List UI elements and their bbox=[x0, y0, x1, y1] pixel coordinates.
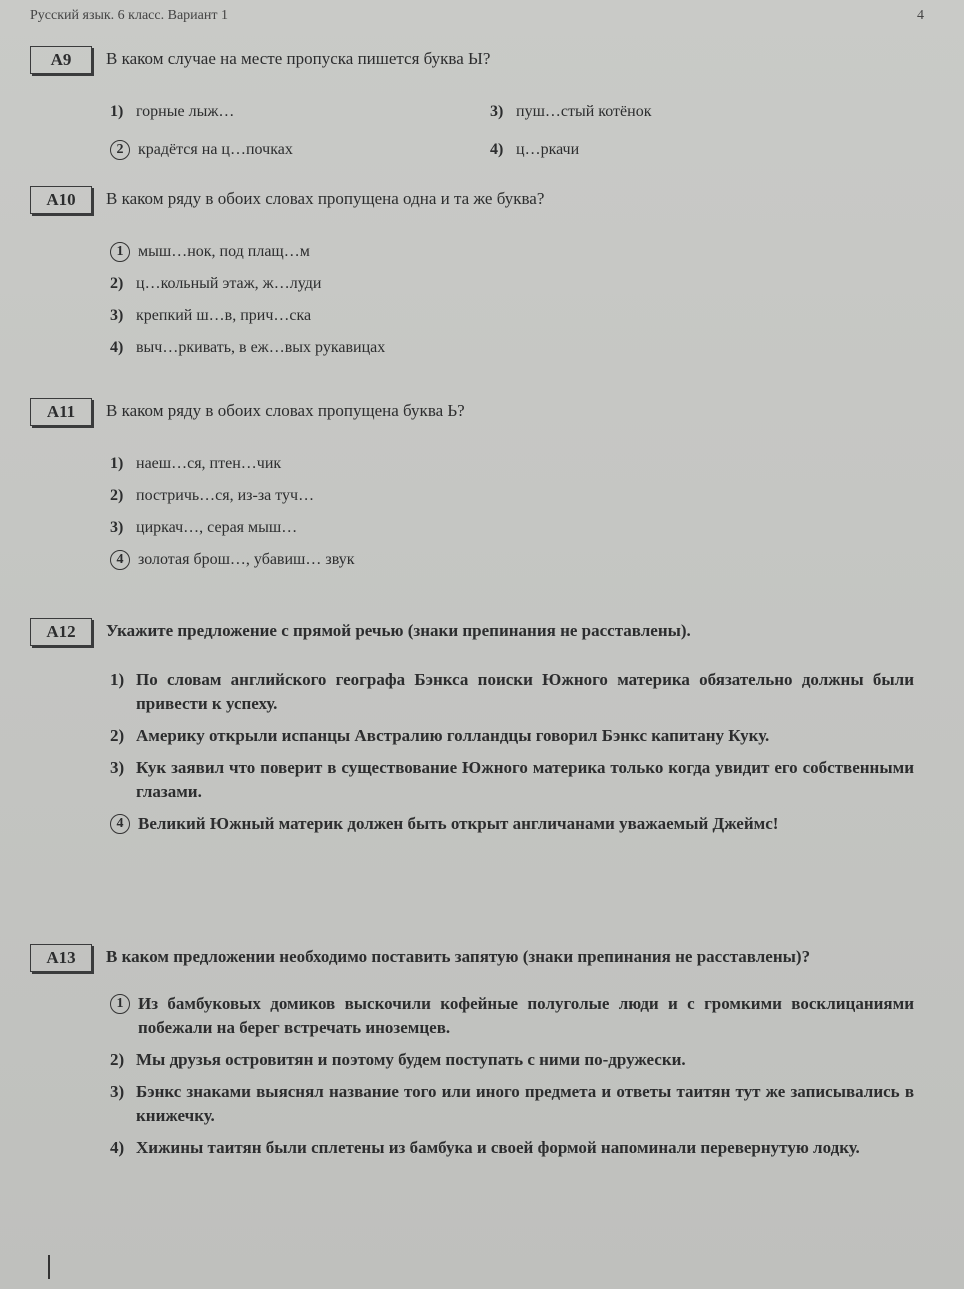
task-id: A12 bbox=[30, 618, 92, 646]
answer-option[interactable] bbox=[490, 100, 870, 124]
option-number: 1) bbox=[110, 670, 125, 689]
answer-option[interactable] bbox=[110, 272, 934, 296]
answer-option[interactable] bbox=[110, 138, 490, 162]
page-number: 4 bbox=[917, 8, 924, 23]
answer-option[interactable] bbox=[110, 100, 490, 124]
answer-option[interactable] bbox=[490, 138, 870, 162]
option-text: крадётся на ц…почках bbox=[138, 141, 293, 158]
option-text: золотая брош…, убавиш… звук bbox=[138, 551, 355, 568]
task-question: В каком ряду в обоих словах пропущена одна и та же буква? bbox=[106, 189, 545, 208]
option-number: 2) bbox=[110, 275, 124, 292]
option-number: 3) bbox=[110, 758, 125, 777]
task-a9 bbox=[30, 46, 934, 162]
answer-option[interactable] bbox=[110, 516, 934, 540]
answer-option[interactable] bbox=[110, 1048, 914, 1072]
option-text: ц…кольный этаж, ж…луди bbox=[136, 275, 322, 292]
answer-option[interactable] bbox=[110, 484, 934, 508]
task-id: A11 bbox=[30, 398, 92, 426]
option-number-circled: 4 bbox=[110, 550, 130, 570]
option-number-circled: 1 bbox=[110, 242, 130, 262]
option-number: 3) bbox=[110, 1082, 125, 1101]
option-text: ц…ркачи bbox=[516, 141, 580, 158]
answer-option[interactable] bbox=[110, 992, 914, 1040]
option-number: 2) bbox=[110, 726, 125, 745]
option-number: 4) bbox=[110, 1138, 125, 1157]
option-text: горные лыж… bbox=[136, 103, 235, 120]
option-text: выч…ркивать, в еж…вых рукавицах bbox=[136, 339, 386, 356]
answer-option[interactable] bbox=[110, 1136, 914, 1160]
option-text: По словам английского географа Бэнкса поиски Южного материка обязательно должны были привести к успеху. bbox=[136, 670, 914, 713]
option-text: Кук заявил что поверит в существование Южного материка только когда увидит его собственными глазами. bbox=[136, 758, 914, 801]
option-number: 3) bbox=[110, 307, 124, 324]
pencil-mark bbox=[48, 1255, 50, 1279]
option-text: Хижины таитян были сплетены из бамбука и своей формой напоминали перевернутую лодку. bbox=[136, 1138, 860, 1157]
option-number: 2) bbox=[110, 1050, 125, 1069]
option-text: мыш…нок, под плащ…м bbox=[138, 243, 310, 260]
option-number: 2) bbox=[110, 487, 124, 504]
task-question: В каком предложении необходимо поставить запятую (знаки препинания не расставлены)? bbox=[106, 947, 811, 966]
option-text: постричь…ся, из-за туч… bbox=[136, 487, 315, 504]
page-header: Русский язык. 6 класс. Вариант 1 bbox=[30, 8, 228, 23]
task-question: В каком случае на месте пропуска пишется буква Ы? bbox=[106, 49, 491, 68]
task-a12 bbox=[30, 618, 934, 844]
option-text: пуш…стый котёнок bbox=[516, 103, 652, 120]
option-number-circled: 2 bbox=[110, 140, 130, 160]
option-text: Из бамбуковых домиков выскочили кофейные полуголые люди и с громкими восклицаниями побежали на берег встречать иноземцев. bbox=[138, 994, 914, 1037]
task-id: A13 bbox=[30, 944, 92, 972]
answer-option[interactable] bbox=[110, 724, 914, 748]
option-number: 3) bbox=[110, 519, 124, 536]
task-question: В каком ряду в обоих словах пропущена буква Ь? bbox=[106, 401, 465, 420]
answer-option[interactable] bbox=[110, 336, 934, 360]
option-number-circled: 4 bbox=[110, 814, 130, 834]
option-number: 4) bbox=[490, 141, 504, 158]
option-number-circled: 1 bbox=[110, 994, 130, 1014]
option-text: Америку открыли испанцы Австралию голландцы говорил Бэнкс капитану Куку. bbox=[136, 726, 770, 745]
task-a13 bbox=[30, 944, 934, 1168]
option-number: 1) bbox=[110, 103, 124, 120]
answer-option[interactable] bbox=[110, 548, 934, 572]
task-question: Укажите предложение с прямой речью (знаки препинания не расставлены). bbox=[106, 621, 691, 640]
answer-option[interactable] bbox=[110, 452, 934, 476]
option-number: 1) bbox=[110, 455, 124, 472]
option-number: 4) bbox=[110, 339, 124, 356]
answer-option[interactable] bbox=[110, 668, 914, 716]
option-text: Бэнкс знаками выяснял название того или иного предмета и ответы таитян тут же записывались в книжечку. bbox=[136, 1082, 914, 1125]
option-text: циркач…, серая мыш… bbox=[136, 519, 298, 536]
option-text: Великий Южный материк должен быть открыт англичанами уважаемый Джеймс! bbox=[138, 814, 779, 833]
answer-option[interactable] bbox=[110, 240, 934, 264]
option-text: крепкий ш…в, прич…ска bbox=[136, 307, 312, 324]
answer-option[interactable] bbox=[110, 812, 914, 836]
answer-option[interactable] bbox=[110, 1080, 914, 1128]
task-a11 bbox=[30, 398, 934, 580]
answer-option[interactable] bbox=[110, 756, 914, 804]
answer-option[interactable] bbox=[110, 304, 934, 328]
option-text: наеш…ся, птен…чик bbox=[136, 455, 282, 472]
option-text: Мы друзья островитян и поэтому будем поступать с ними по-дружески. bbox=[136, 1050, 686, 1069]
task-id: A10 bbox=[30, 186, 92, 214]
task-a10 bbox=[30, 186, 934, 368]
task-id: A9 bbox=[30, 46, 92, 74]
option-number: 3) bbox=[490, 103, 504, 120]
